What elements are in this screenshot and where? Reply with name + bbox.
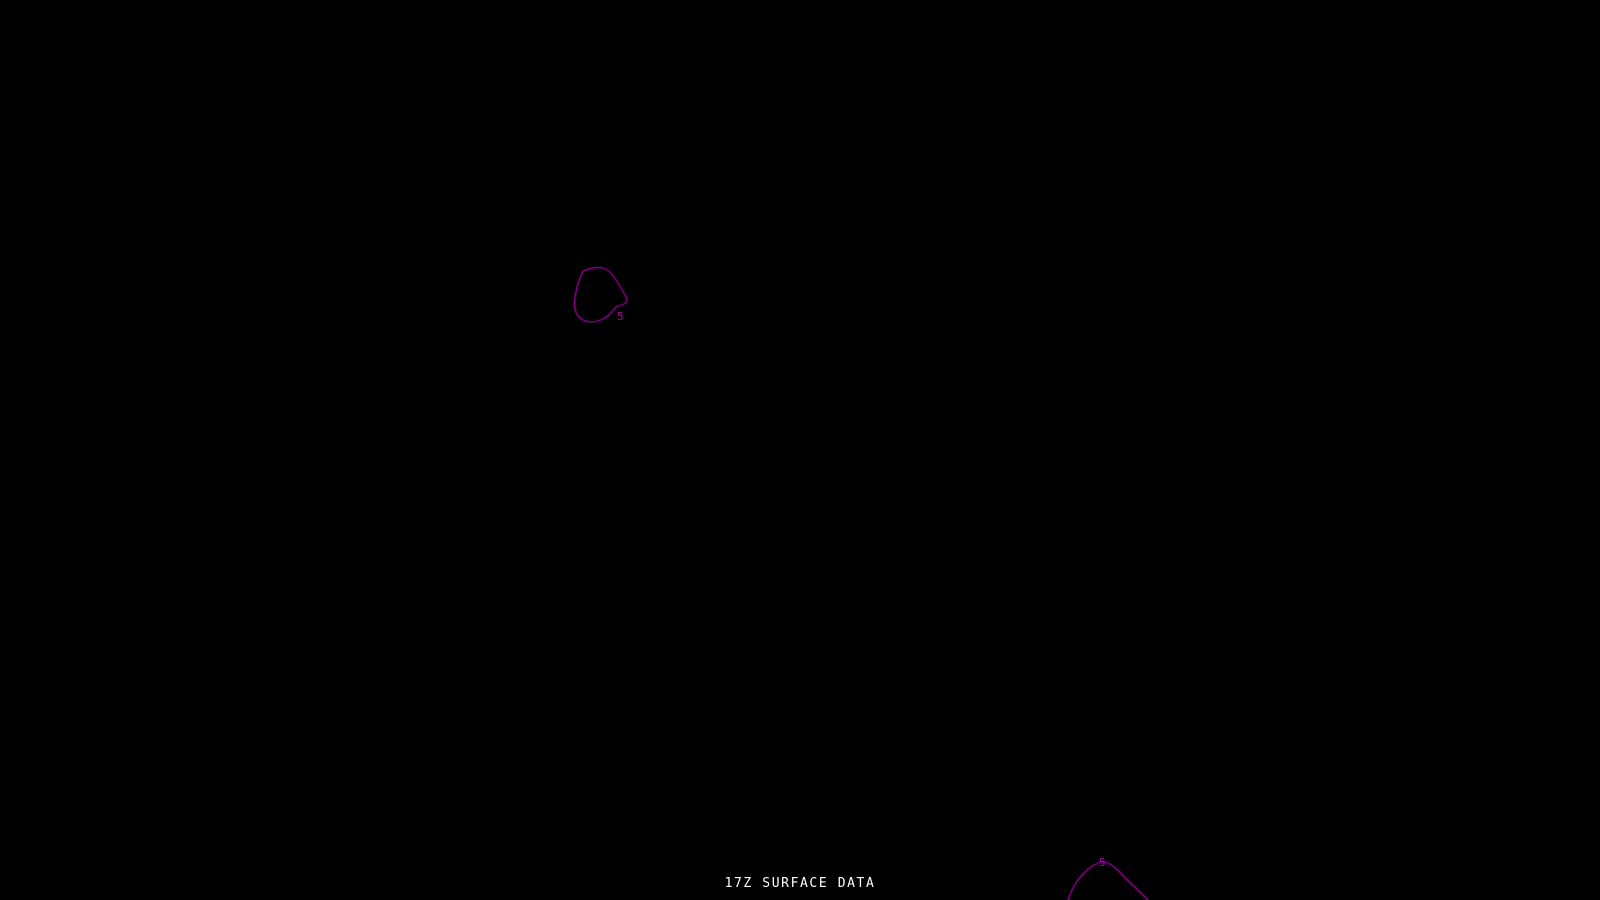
contour-label-5-lower: 5 [1099, 856, 1106, 869]
map-caption: 17Z SURFACE DATA [724, 876, 876, 891]
contour-label-5-upper: 5 [617, 310, 624, 323]
